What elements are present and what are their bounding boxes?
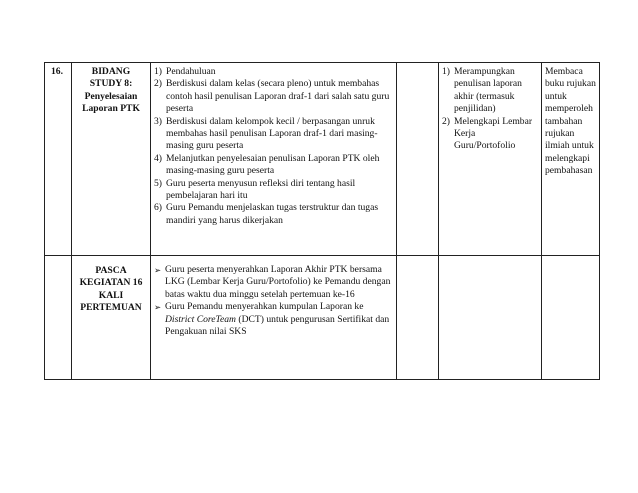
topic-line: KEGIATAN 16 bbox=[79, 277, 143, 289]
table-row bbox=[45, 63, 600, 256]
list-item bbox=[154, 116, 393, 153]
topic-line: PERTEMUAN bbox=[80, 302, 142, 314]
topic-line: Laporan PTK bbox=[82, 103, 140, 115]
session-topic bbox=[72, 256, 151, 380]
row-number: 16. bbox=[45, 63, 72, 256]
resources-cell: Membaca buku rujukan untuk memperoleh tambahan rujukan ilmiah untuk melengkapi pembahasan bbox=[542, 63, 600, 256]
list-item bbox=[154, 153, 393, 178]
activity-steps-list bbox=[154, 66, 393, 227]
bullet-text: Guru peserta menyerahkan Laporan Akhir PTK bersama LKG (Lembar Kerja Guru/Portofolio) ke Pemandu dengan batas waktu dua minggu setelah pertemuan ke-16 bbox=[165, 264, 391, 300]
bullet-text-part: Guru Pemandu menyerahkan kumpulan Laporan ke bbox=[165, 301, 364, 313]
output-text: Melengkapi Lembar Kerja Guru/Portofolio bbox=[454, 115, 533, 152]
empty-cell bbox=[397, 256, 439, 380]
step-text: Melanjutkan penyelesaian penulisan Laporan PTK oleh masing-masing guru peserta bbox=[166, 152, 380, 177]
output-marker: 1) bbox=[442, 66, 450, 77]
step-text: Pendahuluan bbox=[166, 66, 216, 77]
step-marker: 5) bbox=[154, 177, 162, 189]
step-text: Guru peserta menyusun refleksi diri tentang hasil pembelajaran hari itu bbox=[166, 177, 356, 202]
empty-cell bbox=[397, 63, 439, 256]
output-text: Merampungkan penulisan laporan akhir (termasuk penjilidan) bbox=[454, 66, 522, 115]
bullet-text-italic: District CoreTeam bbox=[165, 313, 236, 325]
step-marker: 3) bbox=[154, 115, 162, 127]
step-marker: 1) bbox=[154, 66, 162, 77]
topic-line: BIDANG STUDY 8: bbox=[89, 66, 133, 90]
arrow-bullet-icon: ➢ bbox=[154, 302, 162, 313]
list-item bbox=[154, 264, 393, 301]
step-marker: 2) bbox=[154, 78, 162, 90]
bullet-text-part: (DCT) untuk pengurusan Sertifikat dan Pengakuan nilai SKS bbox=[165, 313, 390, 338]
list-item bbox=[154, 178, 393, 203]
outputs-cell bbox=[439, 63, 542, 256]
list-item bbox=[154, 301, 393, 338]
bullet-text bbox=[165, 301, 393, 338]
step-text: Guru Pemandu menjelaskan tugas terstruktur dan tugas mandiri yang harus dikerjakan bbox=[166, 202, 379, 226]
training-schedule-table bbox=[44, 62, 600, 380]
topic-line: Penyelesaian bbox=[84, 90, 138, 102]
activity-bullets-cell bbox=[151, 256, 397, 380]
topic-line: KALI bbox=[98, 289, 124, 301]
step-marker: 6) bbox=[154, 202, 162, 214]
row-number bbox=[45, 256, 72, 380]
activity-bullets-list bbox=[154, 264, 393, 338]
arrow-bullet-icon: ➢ bbox=[154, 265, 162, 275]
list-item bbox=[154, 78, 393, 115]
list-item bbox=[442, 116, 538, 153]
resources-cell bbox=[542, 256, 600, 380]
outputs-list bbox=[442, 66, 538, 153]
list-item bbox=[442, 66, 538, 116]
outputs-cell bbox=[439, 256, 542, 380]
step-text: Berdiskusi dalam kelas (secara pleno) untuk membahas contoh hasil penulisan Laporan draf-1 dari salah satu guru peserta bbox=[166, 78, 390, 115]
activity-steps-cell bbox=[151, 63, 397, 256]
step-marker: 4) bbox=[154, 152, 162, 164]
session-topic bbox=[72, 63, 151, 256]
table-row bbox=[45, 256, 600, 380]
list-item bbox=[154, 66, 393, 78]
output-marker: 2) bbox=[442, 115, 450, 127]
topic-line: PASCA bbox=[95, 265, 127, 276]
list-item bbox=[154, 202, 393, 227]
step-text: Berdiskusi dalam kelompok kecil / berpasangan unruk membahas hasil penulisan Laporan draf-1 dari masing-masing guru peserta bbox=[166, 115, 378, 152]
